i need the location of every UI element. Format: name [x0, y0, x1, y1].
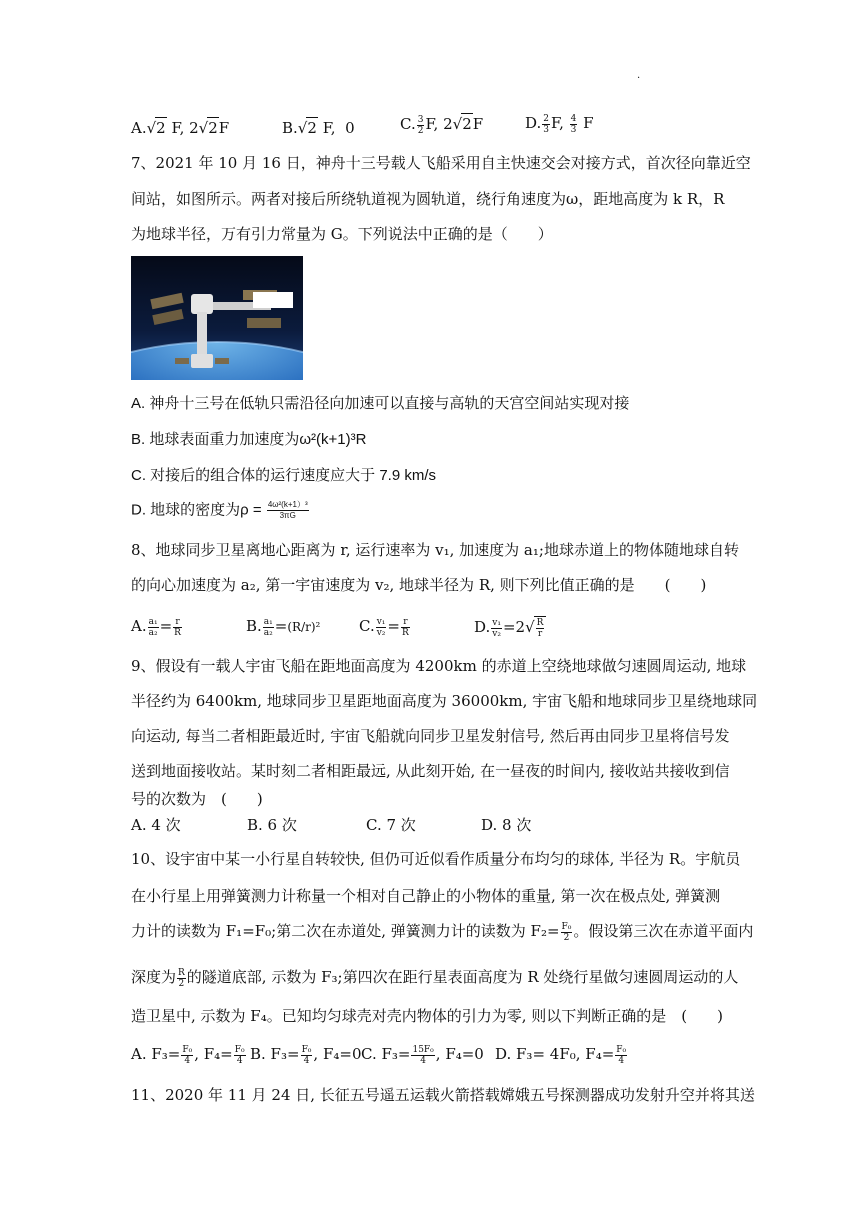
q8-option-d: D. $\frac{\text{v₁}}{\text{v₂}}$ =2√ $\frac{R}{r}$	[474, 616, 546, 639]
q10-option-c: C. F₃= $\frac{\text{15F₀}}{4}$ , F₄=0	[361, 1044, 484, 1066]
q7-option-c: C. 对接后的组合体的运行速度应大于 7.9 km/s	[131, 467, 437, 484]
q11-stem-line-1: 11、2020 年 11 月 24 日, 长征五号遥五运载火箭搭载嫦娥五号探测器成功发射升空并将其送	[131, 1086, 755, 1104]
q10-option-d: D. F₃= 4F₀, F₄= $\frac{\text{F₀}}{4}$	[495, 1044, 627, 1066]
q7-stem-line-2: 间站，如图所示。两者对接后所绕轨道视为圆轨道，绕行角速度为ω，距地高度为 k R，R	[131, 190, 725, 208]
q9-stem-line-5: 号的次数为 ( )	[131, 790, 263, 808]
header-mark: .	[637, 70, 641, 81]
q7-option-a: A. 神舟十三号在低轨只需沿径向加速可以直接与高轨的天宫空间站实现对接	[131, 395, 630, 412]
q9-option-a: A. 4 次	[131, 816, 181, 834]
q9-option-b: B. 6 次	[247, 816, 297, 834]
q10-stem-line-4: 深度为 $\frac{R}{2}$ 的隧道底部, 示数为 F₃;第四次在距行星表面高度为 R 处绕行星做匀速圆周运动的人	[131, 967, 739, 989]
q7-option-d: D. 地球的密度为ρ = $\frac{\text{4ω²(k+1）³}}{3\pi G}$	[131, 500, 308, 520]
q9-stem-line-1: 9、假设有一载人宇宙飞船在距地面高度为 4200km 的赤道上空绕地球做匀速圆周运动, 地球	[131, 657, 747, 675]
q10-stem-line-5: 造卫星中, 示数为 F₄。已知均匀球壳对壳内物体的引力为零, 则以下判断正确的是 ( )	[131, 1007, 723, 1025]
q6-option-c: C. $\frac{3}{2}$ F, 2√2F	[400, 114, 484, 136]
space-station-figure	[131, 256, 303, 380]
q7-stem-line-3: 为地球半径，万有引力常量为 G。下列说法中正确的是（ ）	[131, 225, 553, 243]
q8-stem-line-2: 的向心加速度为 a₂, 第一宇宙速度为 v₂, 地球半径为 R, 则下列比值正确的是 ( )	[131, 576, 707, 594]
q7-stem-line-1: 7、2021 年 10 月 16 日，神舟十三号载人飞船采用自主快速交会对接方式，首次径向靠近空	[131, 154, 751, 172]
q8-option-b: B. $\frac{\text{a₁}}{\text{a₂}}$ =(R/r)²	[246, 616, 321, 638]
q10-option-a: A. F₃= $\frac{\text{F₀}}{4}$ , F₄= $\frac{\text{F₀}}{4}$	[131, 1044, 245, 1066]
q7-option-b: B. 地球表面重力加速度为ω²(k+1)³R	[131, 431, 367, 448]
q6-option-b: B.√2 F, 0	[282, 119, 355, 137]
q9-option-d: D. 8 次	[481, 816, 532, 834]
q8-option-a: A. $\frac{\text{a₁}}{\text{a₂}}$ = $\frac{r}{R}$	[131, 616, 181, 638]
q10-stem-line-1: 10、设宇宙中某一小行星自转较快, 但仍可近似看作质量分布均匀的球体, 半径为 R。宇航员	[131, 850, 741, 868]
q6-option-a: A.√2 F, 2√2F	[131, 119, 230, 137]
q9-stem-line-4: 送到地面接收站。某时刻二者相距最远, 从此刻开始, 在一昼夜的时间内, 接收站共接收到信	[131, 762, 730, 780]
q9-option-c: C. 7 次	[366, 816, 416, 834]
q9-stem-line-3: 向运动, 每当二者相距最近时, 宇宙飞船就向同步卫星发射信号, 然后再由同步卫星将信号发	[131, 727, 730, 745]
q8-stem-line-1: 8、地球同步卫星离地心距离为 r, 运行速率为 v₁, 加速度为 a₁;地球赤道上的物体随地球自转	[131, 541, 739, 559]
q10-option-b: B. F₃= $\frac{\text{F₀}}{4}$ , F₄=0	[250, 1044, 362, 1066]
q10-stem-line-2: 在小行星上用弹簧测力计称量一个相对自己静止的小物体的重量, 第一次在极点处, 弹簧测	[131, 887, 721, 905]
q10-stem-line-3: 力计的读数为 F₁=F₀;第二次在赤道处, 弹簧测力计的读数为 F₂= $\frac{\text{F₀}}{2}$ 。假设第三次在赤道平面内	[131, 921, 754, 943]
q6-option-d: D. $\frac{2}{3}$ F, $\frac{4}{3}$ F	[525, 113, 594, 135]
q8-option-c: C. $\frac{\text{v₁}}{\text{v₂}}$ = $\frac{r}{R}$	[359, 616, 409, 638]
q9-stem-line-2: 半径约为 6400km, 地球同步卫星距地面高度为 36000km, 宇宙飞船和地球同步卫星绕地球同	[131, 692, 758, 710]
